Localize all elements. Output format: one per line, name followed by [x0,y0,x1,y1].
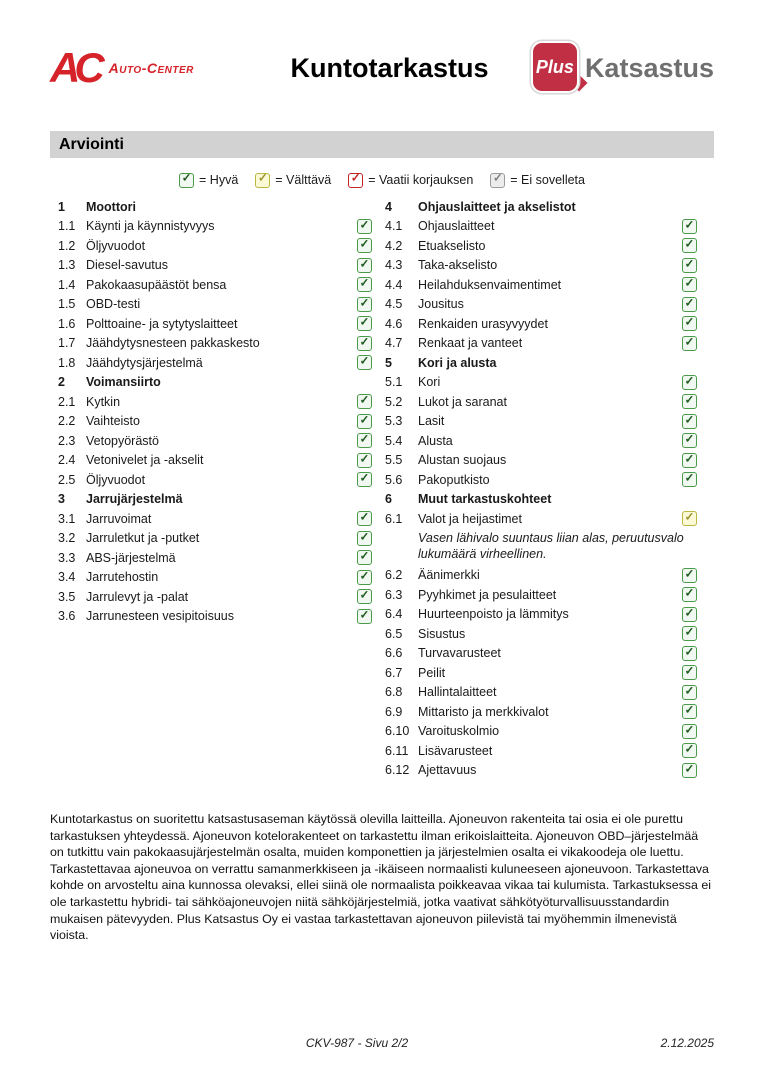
checklist-item-row [50,334,372,354]
item-number: 2.1 [58,394,76,409]
checklist-item-row [384,295,697,315]
item-label: Heilahduksenvaimentimet [418,277,562,292]
section-title: Moottori [86,199,136,214]
checklist-item-row [384,741,697,761]
plus-katsastus-logo [514,41,714,95]
item-label: Pyyhkimet ja pesulaitteet [418,587,557,602]
item-label: Ajettavuus [418,763,477,778]
item-number: 6.7 [385,665,403,680]
check-icon: ✓ [684,685,695,697]
status-checkbox-good [682,297,697,312]
section-title: Jarrujärjestelmä [86,492,183,507]
check-icon: ✓ [684,743,695,756]
status-checkbox-good [357,336,372,351]
item-number: 6.2 [385,568,403,583]
status-checkbox-good [682,433,697,448]
checklist-section-row [384,353,697,373]
item-label: Öljyvuodot [86,472,146,487]
item-number: 1.8 [58,355,76,370]
checklist-item-row [384,683,697,703]
item-note-text: Vasen lähivalo suuntaus liian alas, peruutusvalo lukumäärä virheellinen. [418,530,684,561]
item-label: Lukot ja saranat [418,394,507,409]
check-icon: ✓ [359,453,370,465]
status-checkbox-good [682,316,697,331]
checklist-item-row [50,509,372,529]
section-title: Kori ja alusta [418,355,497,370]
item-number: 3.5 [58,589,76,604]
check-icon: ✓ [684,511,695,524]
status-checkbox-good [682,336,697,351]
check-icon: ✓ [359,394,370,407]
item-number: 4.6 [385,316,403,331]
report-header [50,0,714,98]
item-number: 4.3 [385,258,403,273]
status-checkbox-good [357,511,372,526]
checklist-item-row [50,392,372,412]
item-number: 1.7 [58,336,76,351]
item-number: 4.5 [385,297,403,312]
check-icon: ✓ [684,453,695,465]
item-number: 6.11 [385,743,409,758]
section-number: 3 [58,492,65,507]
item-number: 6.12 [385,763,410,778]
item-number: 6.9 [385,704,403,719]
item-number: 6.8 [385,685,403,700]
check-icon: ✓ [359,433,370,446]
checklist-item-row [384,722,697,742]
report-date: 2.12.2025 [660,1036,714,1050]
item-label: Sisustus [418,626,466,641]
item-label: Mittaristo ja merkkivalot [418,704,549,719]
katsastus-wordmark: Katsastus [584,52,714,83]
check-icon: ✓ [684,316,695,329]
check-icon: ✓ [350,172,361,185]
checklist-item-row [384,334,697,354]
check-icon: ✓ [181,172,192,185]
checklist-item-row [50,529,372,549]
item-label: Diesel-savutus [86,258,168,273]
item-number: 1.3 [58,258,76,273]
status-checkbox-good [357,609,372,624]
check-icon: ✓ [684,607,695,619]
item-label: Taka-akselisto [418,258,498,273]
check-icon: ✓ [359,472,370,485]
plus-badge-icon [531,41,581,95]
status-checkbox-good [682,704,697,719]
check-icon: ✓ [359,531,370,543]
plus-badge-text: Plus [531,41,579,93]
item-number: 1.2 [58,238,76,253]
item-label: Kytkin [86,394,121,409]
item-label: Ohjauslaitteet [418,219,495,234]
check-icon: ✓ [359,511,370,524]
section-number: 6 [385,492,392,507]
item-number: 6.3 [385,587,403,602]
section-number: 4 [385,199,392,214]
item-number: 1.6 [58,316,76,331]
checklist-item-row [50,451,372,471]
item-label: Renkaiden urasyvyydet [418,316,548,331]
checklist-left-column [50,197,372,626]
item-label: Alustan suojaus [418,453,507,468]
section-title: Muut tarkastuskohteet [418,492,552,507]
legend-item-fair [255,173,331,188]
item-number: 4.7 [385,336,403,351]
item-number: 3.6 [58,609,76,624]
status-checkbox-good [357,219,372,234]
item-number: 2.5 [58,472,76,487]
item-number: 5.4 [385,433,403,448]
checklist-item-row [384,585,697,605]
item-label: Vaihteisto [86,414,140,429]
check-icon: ✓ [359,297,370,309]
item-label: Polttoaine- ja sytytyslaitteet [86,316,238,331]
item-label: Renkaat ja vanteet [418,336,523,351]
item-label: Jäähdytysjärjestelmä [86,355,203,370]
check-icon: ✓ [359,336,370,348]
check-icon: ✓ [684,277,695,290]
checklist-item-row [384,470,697,490]
checklist-item-row [384,761,697,781]
item-number: 6.10 [385,724,410,739]
status-checkbox-good [682,472,697,487]
item-label: Jousitus [418,297,464,312]
status-checkbox-repair [348,173,363,188]
item-label: Jarruvoimat [86,511,152,526]
checklist-item-row [50,412,372,432]
item-label: Lasit [418,414,445,429]
status-checkbox-good [682,453,697,468]
status-checkbox-good [357,297,372,312]
status-checkbox-good [682,238,697,253]
status-checkbox-good [682,375,697,390]
status-checkbox-good [357,394,372,409]
item-label: ABS-järjestelmä [86,550,176,565]
item-number: 4.2 [385,238,403,253]
check-icon: ✓ [257,172,268,185]
checklist-item-row [50,353,372,373]
item-label: Jarrulevyt ja -palat [86,589,189,604]
item-label: Jäähdytysnesteen pakkaskesto [86,336,260,351]
status-checkbox-good [357,453,372,468]
check-icon: ✓ [359,277,370,290]
status-checkbox-good [682,763,697,778]
item-label: Vetopyörästö [86,433,159,448]
status-checkbox-good [682,607,697,622]
status-checkbox-fair [682,511,697,526]
item-label: Varoituskolmio [418,724,500,739]
checklist-item-row [384,431,697,451]
check-icon: ✓ [684,704,695,717]
item-number: 3.2 [58,531,76,546]
checklist-section-row [50,490,372,510]
item-number: 2.2 [58,414,76,429]
auto-center-wordmark: Auto-Center [108,60,194,76]
check-icon: ✓ [684,646,695,658]
status-checkbox-good [357,258,372,273]
page-title: Kuntotarkastus [290,52,489,83]
checklist-item-row [384,663,697,683]
status-checkbox-good [357,414,372,429]
checklist-item-row [50,275,372,295]
checklist-item-row [384,236,697,256]
status-checkbox-good [682,414,697,429]
item-label: Alusta [418,433,453,448]
page-info: CKV-987 - Sivu 2/2 [305,1036,409,1050]
auto-center-logo [50,44,265,91]
section-number: 1 [58,199,65,214]
item-number: 1.5 [58,297,76,312]
status-checkbox-good [682,258,697,273]
status-checkbox-good [357,238,372,253]
check-icon: ✓ [684,626,695,639]
checklist-item-row [50,256,372,276]
check-icon: ✓ [684,297,695,309]
legend-label: = Hyvä [199,173,239,187]
checklist-item-row [50,314,372,334]
check-icon: ✓ [359,355,370,368]
item-number: 6.1 [385,511,403,526]
checklist-item-row [50,236,372,256]
item-label: Kori [418,375,441,390]
legend-item-repair [348,173,473,188]
item-number: 1.1 [58,219,76,234]
checklist-item-row [384,566,697,586]
check-icon: ✓ [684,665,695,678]
status-checkbox-good [357,472,372,487]
check-icon: ✓ [684,336,695,348]
legend-item-good [179,173,238,188]
status-checkbox-good [682,587,697,602]
check-icon: ✓ [359,550,370,563]
item-number: 4.1 [385,219,403,234]
status-checkbox-na [490,173,505,188]
section-title: Voimansiirto [86,375,161,390]
checklist-item-row [384,509,697,529]
item-number: 3.1 [58,511,76,526]
item-number: 5.6 [385,472,403,487]
item-number: 6.4 [385,607,403,622]
checklist-item-row [384,702,697,722]
item-label: Hallintalaitteet [418,685,497,700]
item-label: Huurteenpoisto ja lämmitys [418,607,569,622]
check-icon: ✓ [684,238,695,251]
check-icon: ✓ [492,172,503,185]
item-label: Vetonivelet ja -akselit [86,453,204,468]
status-checkbox-good [357,531,372,546]
section-number: 5 [385,355,392,370]
checklist-item-row [50,431,372,451]
status-checkbox-good [682,724,697,739]
item-number: 6.6 [385,646,403,661]
check-icon: ✓ [684,414,695,426]
checklist-item-row [384,624,697,644]
item-label: Lisävarusteet [418,743,493,758]
legend-item-na [490,173,585,188]
checklist-item-row [384,275,697,295]
status-checkbox-fair [255,173,270,188]
status-checkbox-good [682,685,697,700]
status-legend [50,171,714,189]
checklist-item-row [384,644,697,664]
check-icon: ✓ [359,238,370,251]
check-icon: ✓ [359,414,370,426]
check-icon: ✓ [359,316,370,329]
disclaimer-text: Kuntotarkastus on suoritettu katsastusaseman käytössä olevilla laitteilla. Ajoneuvon rakenteita tai osia ei ole purettu tarkastuksen yhteydessä. Ajoneuvon kotelorakenteet on tarkastettu ilman erikoislaitteita. Ajoneuvon OBD–järjestelmää on tutkittu vain pakokaasujärjestelmän osalta, muiden komponettien ja järjestelmien osalta ei vikakoodeja ole luettu. Tarkastettavaa ajoneuvoa on verrattu samanmerkkiseen ja -ikäiseen normaalisti kuluneeseen ajoneuvoon. Tarkastettava kohde on arvosteltu aina kunnossa olevaksi, ellei siinä ole normaalista poikkeavaa vikaa tai kulumista. Tarkastuksessa ei ole tarkastettu hybridi- tai sähköajoneuvojen niitä sähköjärjestelmiä, jotka vaativat sähkötyöturvallisuusstandardin mukaisen pätevyyden. Plus Katsastus Oy ei vastaa tarkastettavan ajoneuvon piilevistä tai myöhemmin ilmenevistä vioista. [50,812,711,943]
item-label: Valot ja heijastimet [418,511,522,526]
item-label: Käynti ja käynnistyvyys [86,219,215,234]
status-checkbox-good [357,355,372,370]
item-label: Pakoputkisto [418,472,490,487]
checklist-item-row [384,373,697,393]
checklist-item-row [50,295,372,315]
legend-label: = Ei sovelleta [510,173,585,187]
check-icon: ✓ [684,375,695,387]
checklist-right-column [384,197,697,780]
checklist-item-row [50,470,372,490]
checklist-item-row [384,392,697,412]
status-checkbox-good [682,219,697,234]
status-checkbox-good [357,589,372,604]
checklist-item-row [384,217,697,237]
check-icon: ✓ [684,472,695,485]
item-number: 5.3 [385,414,403,429]
status-checkbox-good [682,277,697,292]
checklist-item-row [384,314,697,334]
checklist-item-row [384,412,697,432]
check-icon: ✓ [359,609,370,621]
check-icon: ✓ [359,219,370,231]
status-checkbox-good [682,743,697,758]
legend-label: = Vaatii korjauksen [368,173,474,187]
item-label: Pakokaasupäästöt bensa [86,277,227,292]
page-footer [50,1036,714,1054]
checklist-section-row [50,373,372,393]
item-number: 5.1 [385,375,403,390]
checklist-section-row [384,197,697,217]
checklist-item-row [50,587,372,607]
item-number: 1.4 [58,277,76,292]
status-checkbox-good [357,316,372,331]
checklist-item-row [384,451,697,471]
status-checkbox-good [682,665,697,680]
item-number: 5.2 [385,394,403,409]
item-label: Jarrutehostin [86,570,159,585]
check-icon: ✓ [684,219,695,231]
item-note-row [384,529,697,566]
check-icon: ✓ [359,570,370,582]
legend-label: = Välttävä [275,173,332,187]
checklist-item-row [384,605,697,625]
auto-center-monogram: AC [50,44,99,91]
item-label: OBD-testi [86,297,141,312]
item-number: 2.4 [58,453,76,468]
status-checkbox-good [357,277,372,292]
item-number: 5.5 [385,453,403,468]
check-icon: ✓ [684,724,695,736]
check-icon: ✓ [684,258,695,270]
check-icon: ✓ [684,568,695,580]
item-label: Jarruletkut ja -putket [86,531,200,546]
status-checkbox-good [682,568,697,583]
status-checkbox-good [682,626,697,641]
check-icon: ✓ [359,589,370,602]
checklist-section-row [50,197,372,217]
check-icon: ✓ [684,587,695,600]
checklist-item-row [384,256,697,276]
checklist-item-row [50,607,372,627]
item-label: Jarrunesteen vesipitoisuus [86,609,234,624]
status-checkbox-good [179,173,194,188]
item-number: 6.5 [385,626,403,641]
check-icon: ✓ [684,763,695,775]
check-icon: ✓ [684,433,695,446]
item-label: Peilit [418,665,446,680]
item-label: Etuakselisto [418,238,486,253]
status-checkbox-good [357,433,372,448]
item-number: 3.4 [58,570,76,585]
item-label: Turvavarusteet [418,646,501,661]
checklist-item-row [50,217,372,237]
checklist-item-row [50,548,372,568]
item-number: 4.4 [385,277,403,292]
item-number: 2.3 [58,433,76,448]
status-checkbox-good [682,394,697,409]
checklist-section-row [384,490,697,510]
item-number: 3.3 [58,550,76,565]
checklist-item-row [50,568,372,588]
section-header-arviointi: Arviointi [50,131,714,158]
section-number: 2 [58,375,65,390]
status-checkbox-good [357,570,372,585]
item-label: Öljyvuodot [86,238,146,253]
check-icon: ✓ [359,258,370,270]
status-checkbox-good [682,646,697,661]
inspection-checklist [50,197,714,780]
status-checkbox-good [357,550,372,565]
section-title: Ohjauslaitteet ja akselistot [418,199,576,214]
item-label: Äänimerkki [418,568,480,583]
check-icon: ✓ [684,394,695,407]
